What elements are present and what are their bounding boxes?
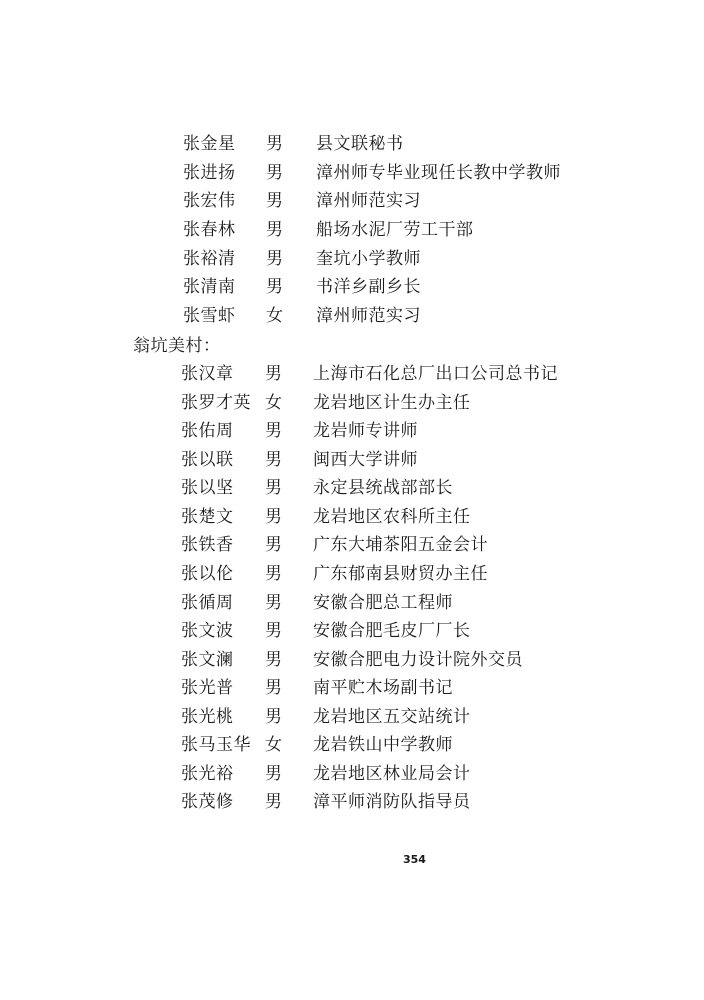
person-name: 张光普 — [181, 678, 234, 698]
person-job: 安徽合肥毛皮厂厂长 — [313, 621, 471, 641]
person-name: 张以联 — [181, 450, 234, 470]
person-gender: 女 — [265, 735, 282, 755]
person-name: 张循周 — [181, 593, 234, 613]
person-name: 张宏伟 — [183, 191, 236, 211]
person-job: 广东大埔茶阳五金会计 — [313, 535, 488, 555]
person-row — [183, 187, 583, 215]
person-gender: 男 — [265, 507, 282, 527]
person-row — [181, 788, 581, 816]
person-name: 张春林 — [183, 220, 236, 240]
person-job: 龙岩师专讲师 — [313, 421, 418, 441]
person-name: 张雪虾 — [183, 306, 236, 326]
person-row — [181, 446, 581, 474]
person-row — [183, 130, 583, 158]
person-row — [181, 674, 581, 702]
person-row — [181, 731, 581, 759]
person-gender: 男 — [265, 450, 282, 470]
section-heading: 翁坑美村： — [133, 336, 221, 356]
person-name: 张光桃 — [181, 707, 234, 727]
person-name: 张以伦 — [181, 564, 234, 584]
person-row — [181, 617, 581, 645]
person-job: 漳州师专毕业现任长教中学教师 — [316, 163, 561, 183]
person-name: 张清南 — [183, 277, 236, 297]
person-job: 龙岩地区林业局会计 — [313, 764, 471, 784]
person-name: 张以坚 — [181, 478, 234, 498]
person-job: 安徽合肥总工程师 — [313, 593, 453, 613]
person-row — [181, 503, 581, 531]
person-gender: 男 — [266, 163, 283, 183]
person-job: 永定县统战部部长 — [313, 478, 453, 498]
page-number: 354 — [403, 853, 426, 866]
person-gender: 男 — [265, 650, 282, 670]
person-job: 龙岩地区五交站统计 — [313, 707, 471, 727]
person-row — [181, 589, 581, 617]
person-row — [181, 474, 581, 502]
person-name: 张光裕 — [181, 764, 234, 784]
person-row — [183, 245, 583, 273]
person-gender: 男 — [265, 678, 282, 698]
person-row — [181, 646, 581, 674]
person-job: 船场水泥厂劳工干部 — [316, 220, 474, 240]
person-name: 张茂修 — [181, 792, 234, 812]
person-row — [181, 417, 581, 445]
person-row — [181, 389, 581, 417]
person-job: 奎坑小学教师 — [316, 249, 421, 269]
person-row — [183, 273, 583, 301]
person-job: 书洋乡副乡长 — [316, 277, 421, 297]
person-gender: 男 — [265, 564, 282, 584]
person-gender: 男 — [266, 134, 283, 154]
person-name: 张裕清 — [183, 249, 236, 269]
person-gender: 男 — [266, 191, 283, 211]
person-gender: 男 — [265, 478, 282, 498]
person-name: 张楚文 — [181, 507, 234, 527]
person-gender: 男 — [265, 364, 282, 384]
person-name: 张铁香 — [181, 535, 234, 555]
person-gender: 男 — [265, 593, 282, 613]
person-name: 张金星 — [183, 134, 236, 154]
person-row — [181, 360, 581, 388]
person-job: 安徽合肥电力设计院外交员 — [313, 650, 523, 670]
person-gender: 女 — [265, 393, 282, 413]
person-gender: 男 — [266, 220, 283, 240]
person-job: 闽西大学讲师 — [313, 450, 418, 470]
person-row — [183, 302, 583, 330]
person-gender: 女 — [266, 306, 283, 326]
person-gender: 男 — [265, 535, 282, 555]
person-row — [181, 560, 581, 588]
person-job: 县文联秘书 — [316, 134, 404, 154]
person-job: 龙岩地区农科所主任 — [313, 507, 471, 527]
person-job: 漳州师范实习 — [316, 191, 421, 211]
person-job: 龙岩地区计生办主任 — [313, 393, 471, 413]
person-job: 龙岩铁山中学教师 — [313, 735, 453, 755]
person-row — [183, 159, 583, 187]
person-gender: 男 — [265, 621, 282, 641]
person-name: 张进扬 — [183, 163, 236, 183]
person-gender: 男 — [266, 277, 283, 297]
person-gender: 男 — [265, 421, 282, 441]
person-name: 张文澜 — [181, 650, 234, 670]
person-name: 张佑周 — [181, 421, 234, 441]
person-job: 广东郁南县财贸办主任 — [313, 564, 488, 584]
person-row — [181, 531, 581, 559]
person-name: 张马玉华 — [181, 735, 251, 755]
person-gender: 男 — [265, 792, 282, 812]
person-name: 张汉章 — [181, 364, 234, 384]
person-gender: 男 — [265, 707, 282, 727]
person-job: 漳平师消防队指导员 — [313, 792, 471, 812]
person-job: 南平贮木场副书记 — [313, 678, 453, 698]
person-row — [181, 760, 581, 788]
person-row — [181, 703, 581, 731]
person-gender: 男 — [266, 249, 283, 269]
person-gender: 男 — [265, 764, 282, 784]
person-job: 漳州师范实习 — [316, 306, 421, 326]
person-name: 张文波 — [181, 621, 234, 641]
person-name: 张罗才英 — [181, 393, 251, 413]
person-job: 上海市石化总厂出口公司总书记 — [313, 364, 558, 384]
person-row — [183, 216, 583, 244]
